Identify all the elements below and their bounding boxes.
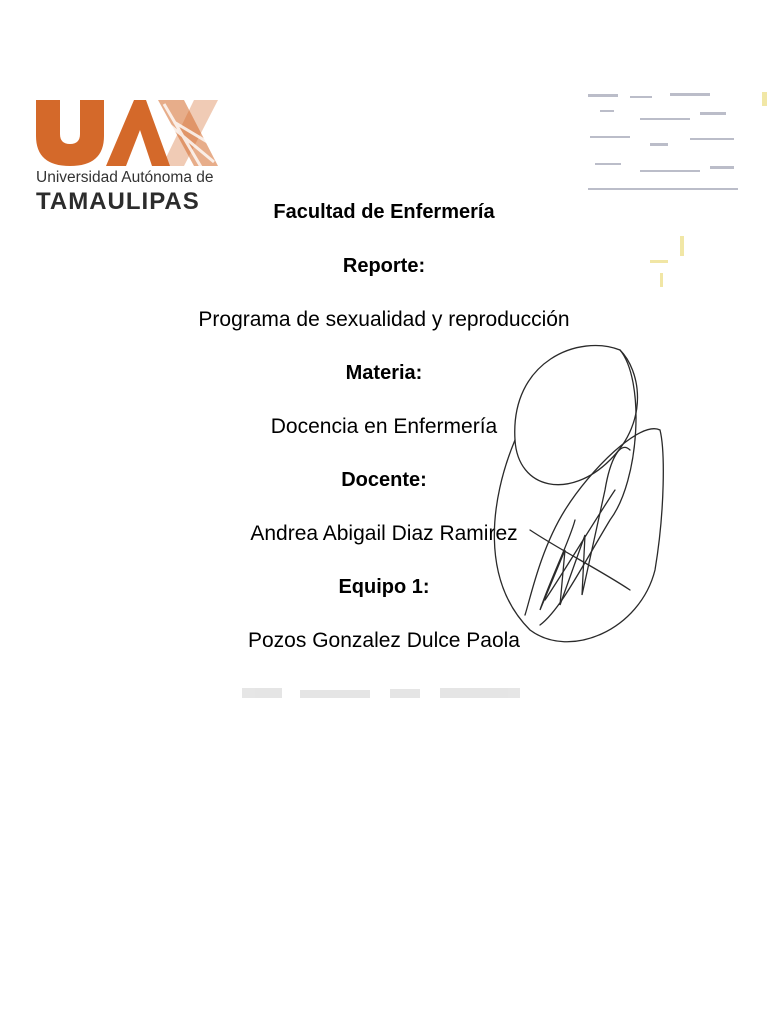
faded-text-line [240, 680, 530, 706]
report-label: Reporte: [342, 255, 426, 277]
teacher-name: Andrea Abigail Diaz Ramirez [250, 522, 518, 545]
team-label: Equipo 1: [338, 576, 430, 598]
handwritten-signature [470, 340, 680, 650]
subject-label: Materia: [345, 362, 423, 384]
report-title: Programa de sexualidad y reproducción [198, 308, 570, 331]
logo-university-name: Universidad Autónoma de [36, 169, 214, 186]
teacher-label: Docente: [341, 469, 427, 491]
logo-state-name: TAMAULIPAS [36, 188, 200, 215]
university-logo [34, 92, 224, 217]
team-member-name: Pozos Gonzalez Dulce Paola [248, 629, 520, 652]
subject-name: Docencia en Enfermería [270, 415, 498, 438]
faculty-title: Facultad de Enfermería [273, 201, 495, 223]
